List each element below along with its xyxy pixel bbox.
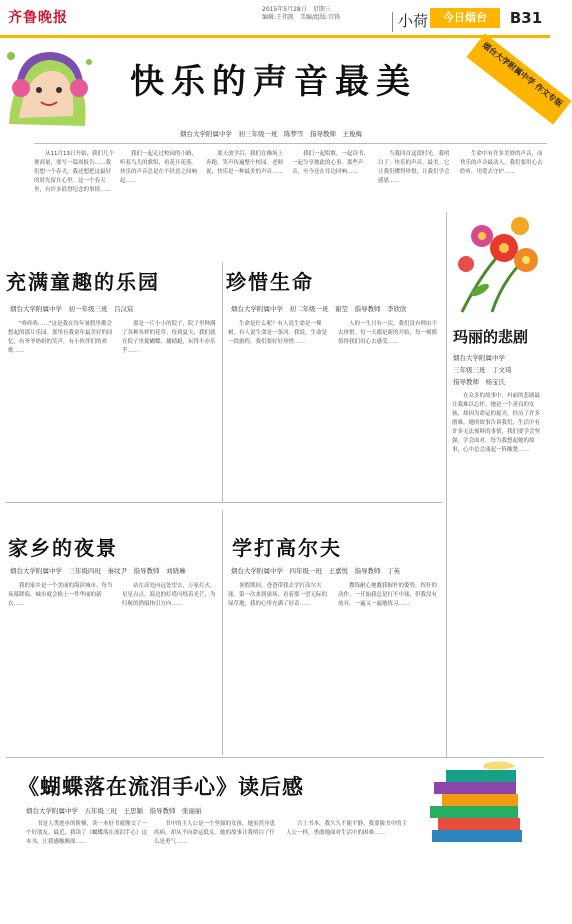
byline-butterfly: 烟台大学附属中学 五年级三班 王思颖 指导教师 张丽丽 [26, 807, 202, 815]
article-body-butterfly-col1: 书是人类进步的阶梯，读一本好书就像交了一个好朋友。最近，我读了《蝴蝶落在流泪手心》这本书，让我感触颇深…… [26, 821, 148, 845]
byline-time: 烟台大学附属中学 初二年级一班 谢莹 指导教师 李欣欣 [231, 305, 407, 313]
issue-info [262, 6, 340, 22]
issue-date: 2015年5月28日 星期三 [262, 6, 331, 13]
article-body-time-col2: 人的一生只有一次，我们没有理由不去珍惜。每一天都是新的开始，每一刻都值得我们用心去感受…… [338, 321, 438, 345]
article-body-happy-col4: 我们一起唱歌，一起读书，一起分享彼此的心事。那些声音，至今还在耳边回响…… [292, 151, 370, 175]
article-body-night-col1: 我的家乡是一个美丽的海滨城市。每当夜幕降临，城市就会换上一件华丽的新衣…… [8, 583, 113, 607]
girl-headphones-illustration [3, 44, 93, 132]
article-body-night-col2: 站在高处向远处望去，万家灯火，星星点点。海边的灯塔闪烁着光芒，为归航的渔船指引方向…… [122, 583, 216, 607]
article-title-mahua: 玛丽的悲剧 [453, 328, 529, 346]
article-title-butterfly: 《蝴蝶落在流泪手心》读后感 [18, 774, 304, 799]
article-body-happy-col3: 那天放学后，我们在操场上奔跑，笑声传遍整个校园。老师说，快乐是一种最美的声音…… [206, 151, 284, 175]
article-body-time-col1: 生命是什么呢？有人说生命是一棵树，有人说生命是一条河。我说，生命是一段旅程，我们要好好珍惜…… [228, 321, 328, 345]
article-title-time: 珍惜生命 [226, 270, 314, 294]
byline-night: 烟台大学附属中学 三年级四班 秦纹尹 指导教师 刘晓琳 [10, 567, 186, 575]
byline-happy: 烟台大学附属中学 初三年级一班 陈梦雪 指导教师 王俊梅 [180, 130, 362, 138]
newspaper-logo: 齐鲁晚报 [8, 10, 68, 26]
section-rule [6, 502, 442, 503]
page-number: B31 [505, 8, 547, 28]
article-body-golf-col1: 暑假期间，爸爸带我去学打高尔夫球。第一次来到球场，看着那一望无际的绿草地，我的心里充满了好奇…… [228, 583, 328, 607]
byline-fun: 烟台大学附属中学 初一年级三班 吕汉宸 [10, 305, 134, 313]
article-title-happy: 快乐的声音最美 [130, 62, 417, 102]
section-rule [6, 757, 544, 758]
books-stack-illustration [424, 760, 534, 850]
article-body-happy-col6: 生命中有许多美妙的声音，而快乐的声音最动人。我们要用心去聆听，用爱去守护…… [460, 151, 543, 175]
channel-tab: 今日烟台 [430, 8, 500, 28]
section-rule [34, 143, 547, 144]
byline-mahua-class: 三年级三班 丁文琦 [453, 366, 512, 374]
column-divider [222, 262, 223, 502]
article-body-fun-col1: "咚咚咚……"这是我在每年暑假里都会想起的那片乐园。那里有我童年最美好的回忆，有爷爷奶奶的笑声，有小伙伴们的欢歌…… [8, 321, 113, 354]
article-body-happy-col1: 从11月13日开始，我们几个便商量，要写一篇周报告……我们想一个春天，我还想把这最好的时光留在心里。这一个春天里，有许多值得纪念的事情…… [34, 151, 114, 193]
column-divider [222, 510, 223, 755]
issue-editors: 编辑:王伟凯 美编/组版:宫锋 [262, 14, 341, 21]
article-body-golf-col2: 教练耐心地教我握杆的姿势，挥杆的动作。一开始我总是打不中球，但我没有放弃，一遍又一遍地练习…… [338, 583, 438, 607]
article-title-golf: 学打高尔夫 [232, 536, 342, 560]
article-body-butterfly-col3: 合上书本，我久久不能平静。我要像书中的主人公一样，勇敢地面对生活中的困难…… [286, 821, 408, 836]
article-body-butterfly-col2: 书中的主人公是一个坚强的女孩，她虽然身患疾病，却从不向命运低头。她的故事让我明白了什么是勇气…… [154, 821, 276, 845]
byline-mahua-school: 烟台大学附属中学 [453, 354, 505, 362]
byline-mahua-teacher: 指导教师 杨宝氏 [453, 378, 505, 386]
article-body-happy-col2: 我们一起走过校园的小路，听着鸟儿的歌唱，看花开花落。快乐的声音总是在不经意之间响起…… [120, 151, 198, 184]
article-body-mahua: 在众多的故事中，玛丽的悲剧最让我难以忘怀。她是一个善良的女孩，却因为命运的捉弄，经历了许多磨难。她的故事告诉我们，生活中有许多无法预料的事情，我们要学会坚强，学会面对。每当我想起她的故事，心中总会涌起一阵酸楚…… [452, 393, 541, 453]
flowers-illustration [452, 212, 542, 314]
article-body-happy-col5: 当我回首这段时光，我明白了：快乐的声音，最美。它让我们懂得珍惜，让我们学会感恩…… [378, 151, 450, 184]
header-rule [0, 35, 550, 38]
article-body-fun-col2: 那是一片小小的院子，院子里种满了各种各样的花草。每到夏天，我们就在院子里捉蝴蝶、捕蜻蜓，玩得不亦乐乎…… [122, 321, 216, 354]
corner-ribbon [470, 40, 565, 109]
column-divider [446, 212, 447, 757]
article-title-fun: 充满童趣的乐园 [6, 270, 160, 294]
article-title-night: 家乡的夜景 [8, 536, 118, 560]
section-name: 小荷 [398, 12, 429, 30]
byline-golf: 烟台大学附属中学 四年级一班 王嘉悦 指导教师 丁英 [231, 567, 400, 575]
header-divider [392, 12, 393, 32]
ribbon-text: 烟台大学附属中学 作文专版 [466, 33, 571, 124]
